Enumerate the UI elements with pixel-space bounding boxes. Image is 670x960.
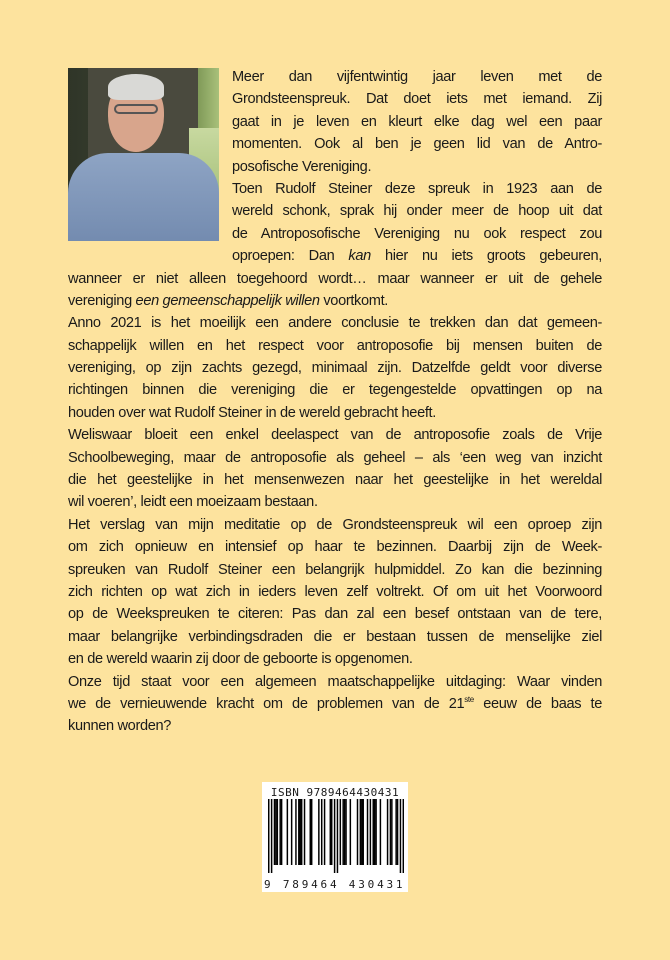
barcode-bar — [357, 799, 358, 865]
barcode-bar — [373, 799, 374, 865]
text-segment: Weliswaar bloeit een enkel deelaspect van de antroposofie zoals de Vrije — [68, 427, 602, 444]
text-line — [232, 223, 602, 245]
barcode-bar — [277, 799, 278, 865]
barcode-bar — [403, 799, 404, 873]
barcode-bar — [340, 799, 341, 865]
text-segment: Het verslag van mijn meditatie op de Grondsteenspreuk wil een oproep zijn — [68, 516, 602, 533]
text-line — [68, 469, 602, 491]
paragraph — [68, 312, 602, 424]
barcode-bar — [350, 799, 351, 865]
text-line — [68, 424, 602, 446]
text-line — [68, 268, 602, 290]
text-line — [68, 715, 602, 737]
text-line — [232, 111, 602, 133]
text-segment: op de Weekspreuken te citeren: Pas dan zal een besef ontstaan van de tere, — [68, 606, 602, 623]
text-segment: maar belangrijke verbindingsdraden die er bestaan tussen de menselijke ziel — [68, 628, 602, 645]
paragraph — [68, 178, 602, 312]
barcode-bar — [380, 799, 381, 865]
isbn-label: ISBN 9789464430431 — [270, 786, 400, 799]
paragraph — [68, 514, 602, 671]
text-line — [68, 402, 602, 424]
barcode-bar — [367, 799, 368, 865]
text-line — [68, 335, 602, 357]
barcode-bar — [342, 799, 343, 865]
text-line — [232, 133, 602, 155]
text-segment: wanneer er niet alleen toegehoord wordt… maar wanneer er uit de gehele — [68, 270, 602, 287]
text-segment: oproepen: Dan — [232, 248, 349, 265]
barcode-bar — [291, 799, 292, 865]
barcode-bar — [287, 799, 288, 865]
text-line — [68, 648, 602, 670]
text-segment: momenten. Ook al ben je geen lid van de Antro- — [232, 136, 602, 153]
paragraph — [68, 424, 602, 514]
text-segment: kunnen worden? — [68, 718, 172, 735]
barcode-bar — [304, 799, 305, 865]
barcode-bar — [391, 799, 392, 865]
text-segment: Anno 2021 is het moeilijk een andere conclusie te trekken dan dat gemeen- — [68, 315, 602, 332]
text-line — [232, 66, 602, 88]
barcode-bar — [387, 799, 388, 865]
barcode-bar — [374, 799, 375, 865]
barcode-bar — [311, 799, 312, 865]
barcode-bar — [370, 799, 371, 865]
text-segment: zich richten op wat zich in ieders leven zelf voltrekt. Of om uit het Voorwoord — [68, 583, 602, 600]
barcode-bar — [362, 799, 363, 865]
barcode-bar — [395, 799, 396, 865]
barcode-bar — [299, 799, 300, 865]
barcode-bar — [361, 799, 362, 865]
text-line — [232, 178, 602, 200]
isbn-barcode — [262, 782, 408, 892]
barcode-bar — [397, 799, 398, 865]
barcode-bar — [344, 799, 345, 865]
barcode-bar — [321, 799, 322, 865]
barcode-bar — [275, 799, 276, 865]
text-line — [68, 290, 602, 312]
text-line — [68, 357, 602, 379]
barcode-bar — [400, 799, 401, 873]
text-line — [68, 447, 602, 469]
text-line — [68, 514, 602, 536]
text-line — [68, 559, 602, 581]
barcode-bar — [274, 799, 275, 865]
text-segment: Onze tijd staat voor een algemeen maatschappelijke uitdaging: Waar vinden — [68, 673, 602, 690]
barcode-bar — [298, 799, 299, 865]
text-segment: en de wereld waarin zij door de geboorte is opgenomen. — [68, 651, 413, 668]
text-segment: die het geestelijke in het mensenwezen naar het geestelijke in het wereldal — [68, 472, 602, 489]
barcode-bar — [330, 799, 331, 865]
barcode-bar — [345, 799, 346, 865]
barcode-bar — [324, 799, 325, 865]
text-segment: schappelijk willen en het respect voor antroposofie bij mensen buiten de — [68, 337, 602, 354]
text-line — [232, 156, 602, 178]
text-segment: de Antroposofische Vereniging nu ook respect zou — [232, 225, 602, 242]
text-segment: voortkomt. — [319, 292, 388, 309]
text-segment: richtingen binnen die vereniging die er tegengestelde opvattingen op na — [68, 382, 602, 399]
barcode-bar — [375, 799, 376, 865]
barcode-bar — [310, 799, 311, 865]
barcode-bar — [337, 799, 338, 873]
text-segment: hier nu iets groots gebeuren, — [370, 248, 602, 265]
text-segment: Toen Rudolf Steiner deze spreuk in 1923 aan de — [232, 180, 602, 197]
text-line — [68, 603, 602, 625]
text-segment: spreuken van Rudolf Steiner een belangrijk hulpmiddel. Zo kan die bezinning — [68, 561, 602, 578]
text-segment: om zich opnieuw en intensief op haar te bezinnen. Daarbij zijn de Week- — [68, 539, 602, 556]
text-line — [68, 671, 602, 693]
text-line — [68, 491, 602, 513]
text-line — [68, 626, 602, 648]
text-segment: Schoolbeweging, maar de antroposofie als geheel – als ‘een weg van inzicht — [68, 449, 602, 466]
text-segment: Grondsteenspreuk. Dat doet iets met iemand. Zij — [232, 91, 602, 108]
barcode-bar — [268, 799, 269, 873]
text-segment: vereniging, op zijn zachts gezegd, minimaal zijn. Datzelfde geldt voor diverse — [68, 360, 602, 377]
text-segment: houden over wat Rudolf Steiner in de wereld gebracht heeft. — [68, 404, 436, 421]
barcode-bar — [390, 799, 391, 865]
barcode-bar — [301, 799, 302, 865]
barcode-bar — [318, 799, 319, 865]
paragraph — [68, 66, 602, 178]
barcode-bars — [268, 799, 404, 873]
text-segment: posofische Vereniging. — [232, 158, 372, 175]
italic-text: een gemeenschappelijk willen — [135, 292, 320, 309]
back-cover-text — [68, 66, 602, 738]
text-line — [68, 693, 602, 715]
text-segment: eeuw de baas te — [473, 695, 602, 712]
text-segment: gaat in je leven en kleurt elke dag wel een paar — [232, 113, 602, 130]
text-segment: vereniging — [68, 292, 136, 309]
barcode-bar — [279, 799, 280, 865]
barcode-bar — [281, 799, 282, 865]
text-line — [68, 379, 602, 401]
text-segment: Meer dan vijfentwintig jaar leven met de — [232, 69, 602, 85]
italic-text: kan — [348, 248, 371, 265]
barcode-bar — [360, 799, 361, 865]
barcode-bar — [331, 799, 332, 865]
barcode-bar — [295, 799, 296, 865]
text-line — [232, 88, 602, 110]
paragraph — [68, 671, 602, 738]
isbn-digits: 9 789464 430431 — [264, 878, 406, 891]
text-segment: we de vernieuwende kracht om de problemen van de 21 — [68, 695, 465, 712]
text-line — [232, 245, 602, 267]
text-line — [68, 536, 602, 558]
barcode-bar — [271, 799, 272, 873]
text-line — [68, 312, 602, 334]
superscript-text: ste — [464, 695, 474, 705]
text-segment: wil voeren’, leidt een moeizaam bestaan. — [68, 494, 318, 511]
text-segment: wereld schonk, sprak hij onder meer de hoop uit dat — [232, 203, 602, 220]
barcode-bar — [334, 799, 335, 873]
text-line — [68, 581, 602, 603]
text-line — [232, 200, 602, 222]
